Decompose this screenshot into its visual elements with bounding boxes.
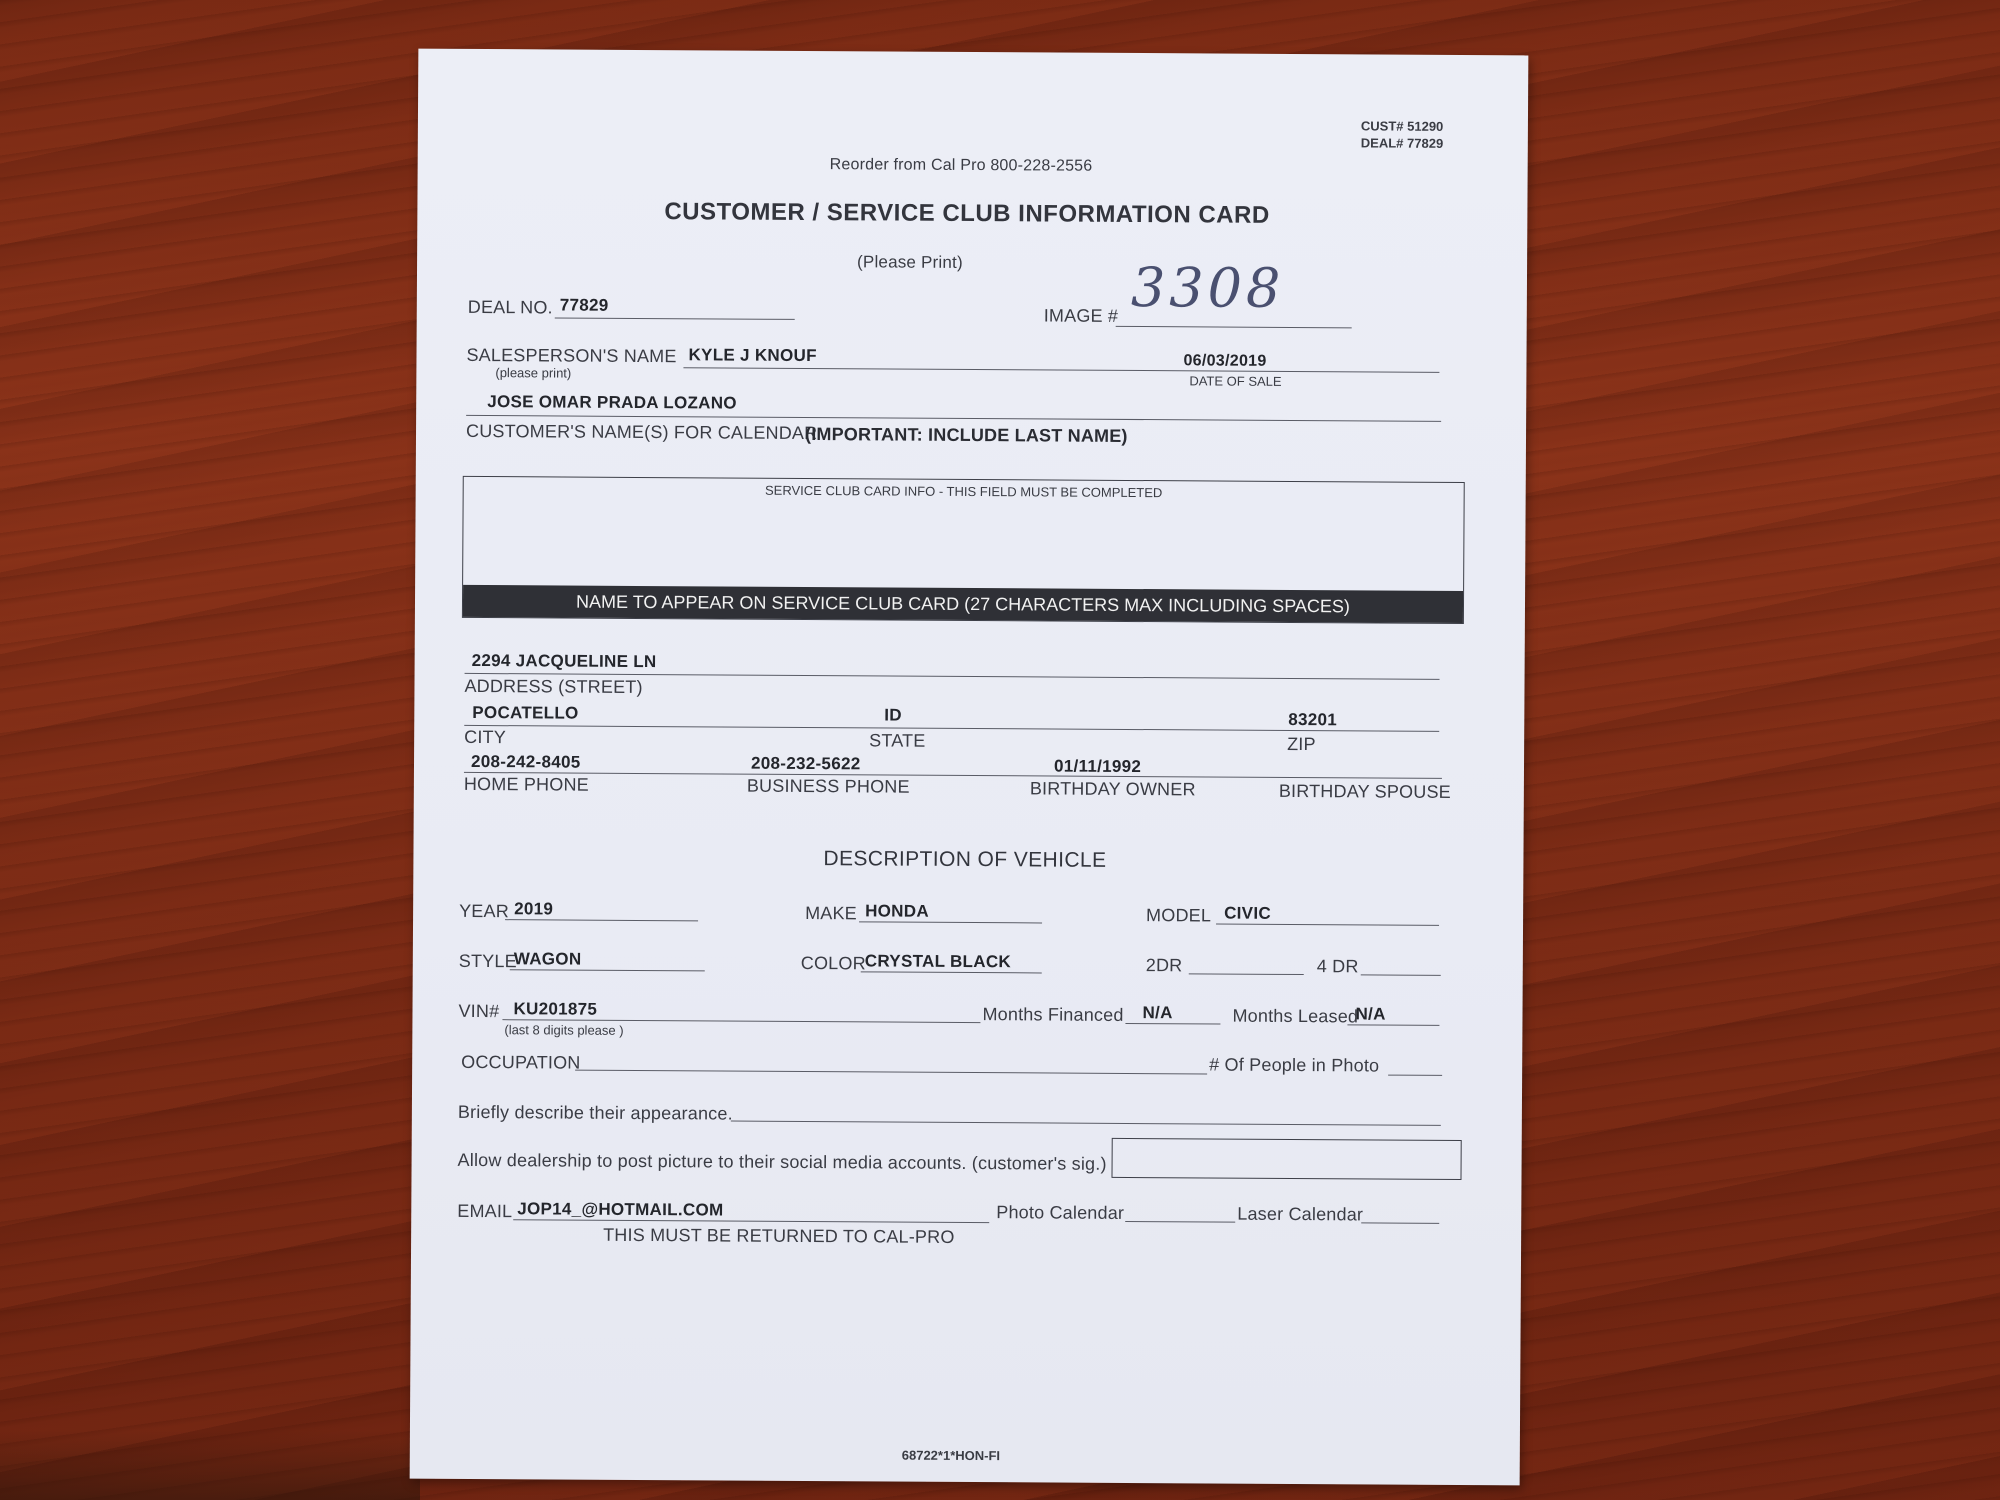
street-value: 2294 JACQUELINE LN <box>471 650 657 672</box>
birthday-spouse-label: BIRTHDAY SPOUSE <box>1278 780 1451 802</box>
zip-value: 83201 <box>1288 709 1338 730</box>
months-financed-line <box>1125 1023 1220 1025</box>
occupation-line <box>575 1070 1207 1075</box>
service-club-name-bar: NAME TO APPEAR ON SERVICE CLUB CARD (27 CHARACTERS MAX INCLUDING SPACES) <box>463 585 1463 623</box>
city-value: POCATELLO <box>472 702 579 723</box>
salesperson-value: KYLE J KNOUF <box>688 345 817 366</box>
months-financed-value: N/A <box>1142 1003 1173 1023</box>
make-line <box>859 921 1042 923</box>
date-of-sale-label: DATE OF SALE <box>1189 373 1282 389</box>
style-label: STYLE <box>458 950 517 972</box>
color-line <box>861 971 1042 973</box>
deal-no-line <box>555 317 795 319</box>
email-label: EMAIL <box>457 1200 513 1222</box>
style-value: WAGON <box>513 949 582 969</box>
cust-number: CUST# 51290 <box>1360 118 1444 134</box>
occupation-label: OCCUPATION <box>461 1051 581 1073</box>
image-no-handwritten: 3308 <box>1130 255 1285 320</box>
image-no-label: IMAGE # <box>1043 305 1119 326</box>
service-club-box <box>462 476 1465 624</box>
people-in-photo-label: # Of People in Photo <box>1209 1054 1380 1076</box>
color-value: CRYSTAL BLACK <box>864 951 1012 972</box>
vin-sublabel: (last 8 digits please ) <box>504 1022 624 1038</box>
months-leased-value: N/A <box>1355 1004 1386 1024</box>
vehicle-section-title: DESCRIPTION OF VEHICLE <box>823 847 1107 872</box>
state-label: STATE <box>869 730 926 751</box>
months-financed-label: Months Financed <box>982 1004 1124 1025</box>
model-value: CIVIC <box>1224 903 1272 923</box>
style-line <box>510 969 705 971</box>
photo-calendar-line <box>1125 1221 1235 1223</box>
vin-value: KU201875 <box>513 999 598 1019</box>
birthday-owner-label: BIRTHDAY OWNER <box>1029 778 1196 800</box>
color-label: COLOR <box>800 952 866 974</box>
date-of-sale-value: 06/03/2019 <box>1183 352 1267 370</box>
make-value: HONDA <box>865 901 930 921</box>
home-phone-label: HOME PHONE <box>463 773 589 795</box>
laser-calendar-label: Laser Calendar <box>1237 1203 1364 1225</box>
make-label: MAKE <box>805 903 857 924</box>
model-line <box>1216 924 1439 926</box>
reorder-note: Reorder from Cal Pro 800-228-2556 <box>829 156 1093 175</box>
vin-label: VIN# <box>458 1000 500 1022</box>
table-edge-shadow <box>0 1430 420 1500</box>
two-door-line <box>1189 973 1304 975</box>
model-label: MODEL <box>1146 905 1212 926</box>
customer-name-important: (IMPORTANT: INCLUDE LAST NAME) <box>804 423 1128 446</box>
please-print-note: (Please Print) <box>857 252 963 272</box>
laser-calendar-line <box>1361 1222 1439 1223</box>
home-phone-value: 208-242-8405 <box>470 751 581 772</box>
year-line <box>505 919 698 921</box>
salesperson-line <box>683 367 1439 373</box>
zip-label: ZIP <box>1287 733 1316 755</box>
photo-calendar-label: Photo Calendar <box>996 1202 1125 1223</box>
customer-name-value: JOSE OMAR PRADA LOZANO <box>487 392 737 413</box>
state-value: ID <box>884 705 902 725</box>
year-value: 2019 <box>514 899 554 919</box>
two-door-label: 2DR <box>1145 955 1183 976</box>
four-door-label: 4 DR <box>1316 956 1359 977</box>
image-no-line <box>1116 326 1352 328</box>
deal-number-top: DEAL# 77829 <box>1360 135 1444 151</box>
form-title: CUSTOMER / SERVICE CLUB INFORMATION CARD <box>664 198 1270 229</box>
deal-no-value: 77829 <box>559 295 609 315</box>
deal-no-label: DEAL NO. <box>467 296 553 318</box>
street-label: ADDRESS (STREET) <box>464 675 643 698</box>
salesperson-sublabel: (please print) <box>495 365 572 381</box>
customer-name-label: CUSTOMER'S NAME(S) FOR CALENDAR <box>465 420 818 444</box>
appearance-label: Briefly describe their appearance. <box>457 1101 733 1124</box>
business-phone-label: BUSINESS PHONE <box>746 775 910 797</box>
year-label: YEAR <box>459 900 509 922</box>
email-value: JOP14_@HOTMAIL.COM <box>517 1199 724 1220</box>
return-note: THIS MUST BE RETURNED TO CAL-PRO <box>603 1224 955 1247</box>
social-media-consent-label: Allow dealership to post picture to their social media accounts. (customer's sig.) <box>457 1149 1107 1174</box>
customer-signature-box[interactable] <box>1111 1138 1461 1180</box>
business-phone-value: 208-232-5622 <box>750 753 861 774</box>
service-club-card-form <box>410 49 1529 1486</box>
people-in-photo-line <box>1388 1075 1442 1076</box>
months-leased-line <box>1347 1024 1439 1026</box>
months-leased-label: Months Leased <box>1232 1005 1359 1027</box>
birthday-owner-value: 01/11/1992 <box>1053 756 1142 777</box>
phones-line <box>464 772 1442 779</box>
form-code: 68722*1*HON-FI <box>901 1447 1001 1464</box>
service-club-box-header: SERVICE CLUB CARD INFO - THIS FIELD MUST BE COMPLETED <box>764 482 1163 501</box>
email-line <box>513 1219 989 1223</box>
salesperson-label: SALESPERSON'S NAME <box>466 344 677 367</box>
four-door-line <box>1361 974 1441 975</box>
appearance-line <box>731 1121 1441 1126</box>
city-label: CITY <box>464 726 507 748</box>
